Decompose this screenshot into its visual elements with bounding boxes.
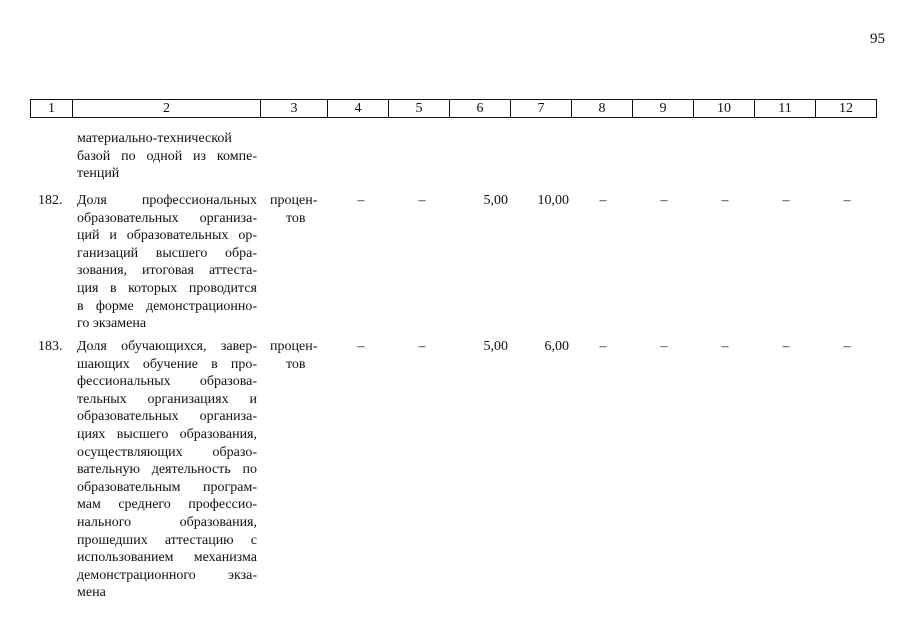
page-number: 95	[870, 31, 885, 47]
header-col-10: 10	[694, 100, 755, 118]
description-line: ций и образовательных ор-	[77, 228, 257, 244]
row-number: 182.	[38, 193, 63, 208]
continuation-line: тенций	[77, 166, 120, 182]
value-col-7: 10,00	[537, 193, 569, 208]
header-col-3: 3	[261, 100, 328, 118]
header-col-8: 8	[572, 100, 633, 118]
continuation-line: базой по одной из компе-	[77, 148, 257, 164]
description-line: зования, итоговая аттеста-	[77, 263, 257, 279]
description-line: нального образования,	[77, 514, 257, 530]
continuation-line: материально-технической	[77, 131, 232, 146]
value-col-9: –	[660, 339, 668, 354]
description-line: го экзамена	[77, 316, 147, 332]
value-col-5: –	[418, 339, 426, 354]
value-col-10: –	[721, 193, 729, 208]
value-col-4: –	[357, 339, 365, 354]
unit-line: процен-	[270, 339, 318, 354]
description-line: осуществляющих образо-	[77, 444, 257, 460]
description-line: Доля профессиональных	[77, 193, 257, 208]
description-line: тельных организациях и	[77, 391, 257, 407]
description-line: ганизаций высшего обра-	[77, 245, 257, 261]
description-line: Доля обучающихся, завер-	[77, 339, 257, 354]
header-col-4: 4	[328, 100, 389, 118]
description-line: шающих обучение в про-	[77, 356, 257, 372]
value-col-11: –	[782, 339, 790, 354]
value-col-7: 6,00	[544, 339, 569, 354]
unit-line: процен-	[270, 193, 318, 208]
value-col-10: –	[721, 339, 729, 354]
description-line: образовательных организа-	[77, 409, 257, 425]
description-line: ция в которых проводится	[77, 280, 257, 296]
header-col-6: 6	[450, 100, 511, 118]
header-col-1: 1	[31, 100, 73, 118]
description-line: фессиональных образова-	[77, 374, 257, 390]
description-line: циях высшего образования,	[77, 426, 257, 442]
unit-line: тов	[286, 210, 306, 226]
description-line: вательную деятельность по	[77, 462, 257, 478]
value-col-6: 5,00	[483, 339, 508, 354]
description-line: использованием механизма	[77, 550, 257, 566]
indicator-description	[77, 338, 257, 602]
value-col-9: –	[660, 193, 668, 208]
value-col-11: –	[782, 193, 790, 208]
column-number-header	[30, 99, 877, 118]
value-col-8: –	[599, 193, 607, 208]
value-col-6: 5,00	[483, 193, 508, 208]
header-col-2: 2	[73, 100, 261, 118]
header-col-7: 7	[511, 100, 572, 118]
description-line: образовательным програм-	[77, 479, 257, 495]
header-col-5: 5	[389, 100, 450, 118]
indicator-description	[77, 192, 257, 333]
unit-of-measure	[270, 338, 330, 373]
header-col-12: 12	[816, 100, 877, 118]
value-col-5: –	[418, 193, 426, 208]
value-col-12: –	[843, 193, 851, 208]
continuation-description	[77, 130, 257, 183]
unit-of-measure	[270, 192, 330, 227]
description-line: образовательных организа-	[77, 210, 257, 226]
value-col-12: –	[843, 339, 851, 354]
value-col-4: –	[357, 193, 365, 208]
description-line: прошедших аттестацию с	[77, 532, 257, 548]
value-col-8: –	[599, 339, 607, 354]
description-line: мам среднего профессио-	[77, 497, 257, 513]
header-col-11: 11	[755, 100, 816, 118]
unit-line: тов	[286, 356, 306, 372]
header-col-9: 9	[633, 100, 694, 118]
description-line: демонстрационного экза-	[77, 567, 257, 583]
description-line: в форме демонстрационно-	[77, 298, 257, 314]
description-line: мена	[77, 585, 106, 601]
row-number: 183.	[38, 339, 63, 354]
